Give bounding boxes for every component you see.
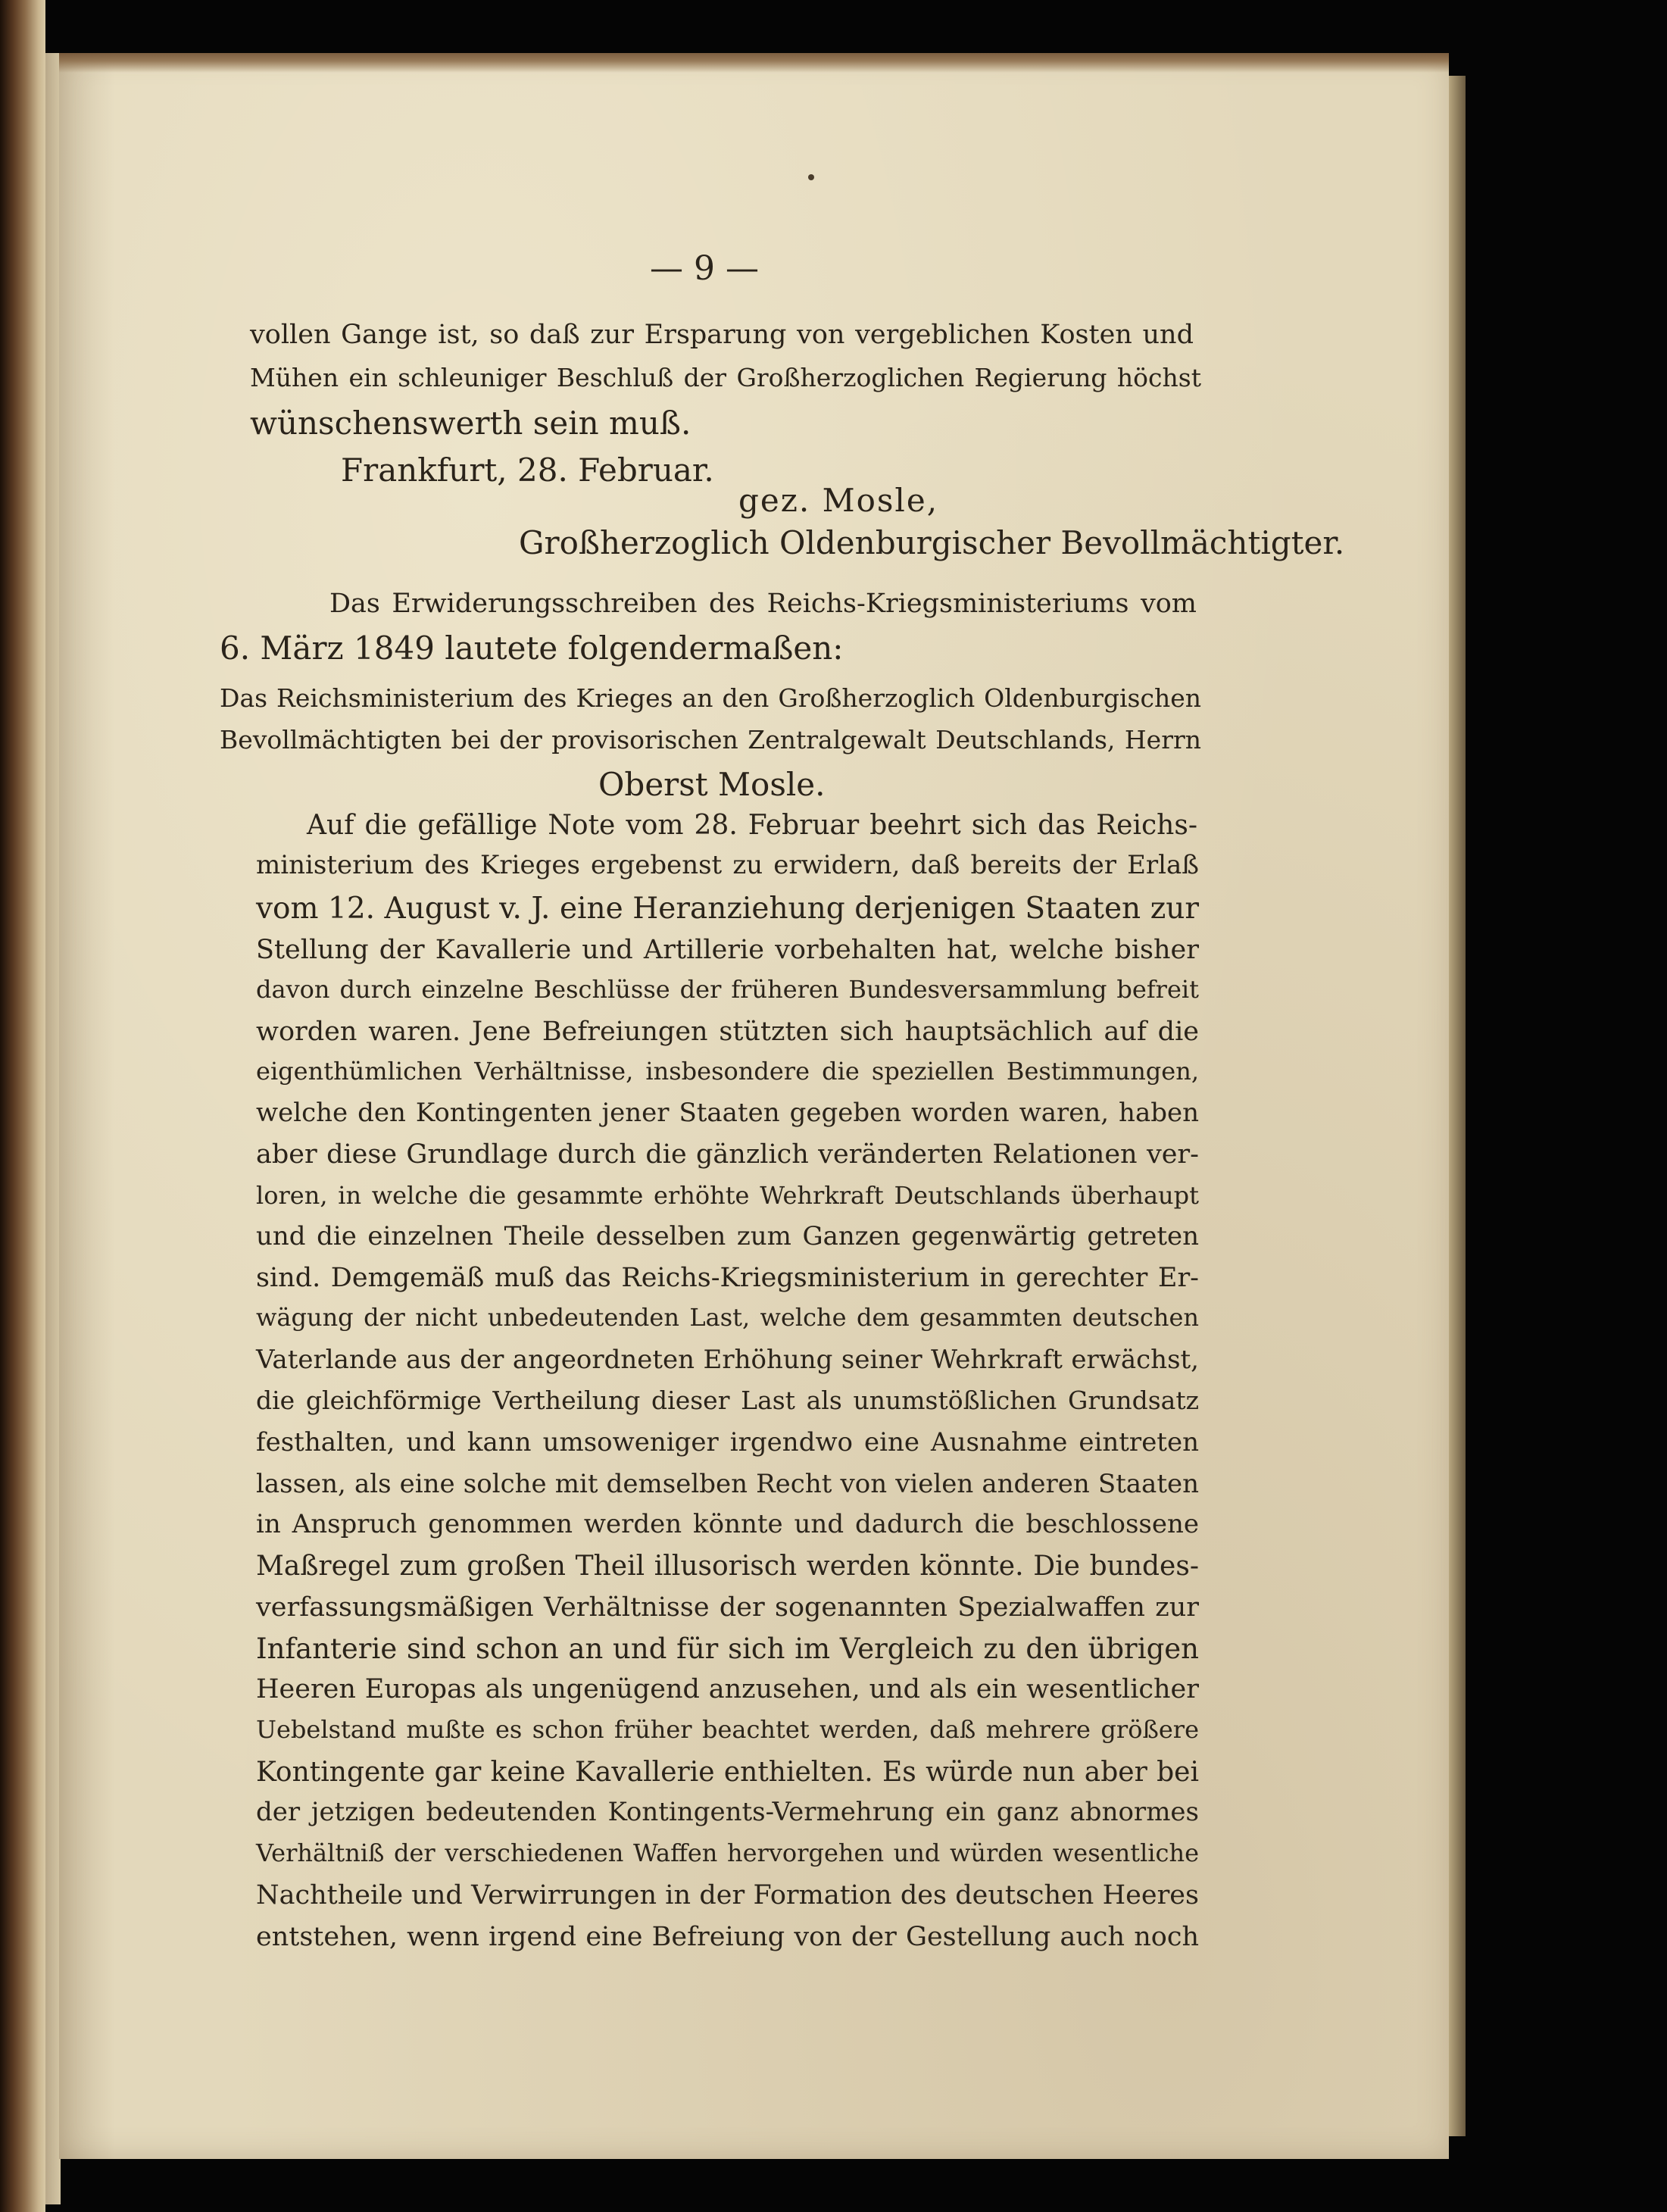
text-line: lassen, als eine solche mit demselben Recht von vielen anderen Staaten bbox=[256, 1469, 1199, 1499]
signature-title: Großherzoglich Oldenburgischer Bevollmächtigter. bbox=[519, 524, 1345, 561]
signature-line: gez. Mosle, bbox=[738, 482, 939, 519]
text-line: loren, in welche die gesammte erhöhte Wehrkraft Deutschlands überhaupt bbox=[256, 1181, 1199, 1210]
text-line: Das Erwiderungsschreiben des Reichs-Kriegsministeriums vom bbox=[329, 589, 1197, 619]
text-line: die gleichförmige Vertheilung dieser Last als unumstößlichen Grundsatz bbox=[256, 1386, 1199, 1415]
letter-heading-line: Das Reichsministerium des Krieges an den Großherzoglich Oldenburgischen bbox=[220, 683, 1201, 713]
letter-heading-line: Oberst Mosle. bbox=[598, 766, 826, 803]
text-line: Uebelstand mußte es schon früher beachtet werden, daß mehrere größere bbox=[256, 1715, 1199, 1744]
text-line: Mühen ein schleuniger Beschluß der Großherzoglichen Regierung höchst bbox=[250, 363, 1201, 392]
text-line: Maßregel zum großen Theil illusorisch werden könnte. Die bundes- bbox=[256, 1551, 1199, 1582]
text-line: Vaterlande aus der angeordneten Erhöhung seiner Wehrkraft erwächst, bbox=[256, 1345, 1199, 1375]
text-line: vollen Gange ist, so daß zur Ersparung von vergeblichen Kosten und bbox=[250, 320, 1194, 350]
page-number: — 9 — bbox=[650, 249, 759, 288]
text-line: festhalten, und kann umsoweniger irgendwo eine Ausnahme eintreten bbox=[256, 1427, 1199, 1457]
text-line: aber diese Grundlage durch die gänzlich veränderten Relationen ver- bbox=[256, 1139, 1199, 1170]
page-top-edge bbox=[59, 53, 1449, 73]
text-line: Verhältniß der verschiedenen Waffen hervorgehen und würden wesentliche bbox=[256, 1839, 1199, 1867]
ink-dot bbox=[808, 174, 814, 180]
book-spine bbox=[0, 0, 45, 2212]
text-line: Nachtheile und Verwirrungen in der Formation des deutschen Heeres bbox=[256, 1880, 1199, 1911]
right-page-edge bbox=[1449, 76, 1466, 2136]
text-line: Auf die gefällige Note vom 28. Februar beehrt sich das Reichs- bbox=[307, 810, 1197, 841]
left-page-edge bbox=[45, 53, 61, 2204]
text-line: wünschenswerth sein muß. bbox=[250, 405, 691, 442]
text-line: entstehen, wenn irgend eine Befreiung von der Gestellung auch noch bbox=[256, 1922, 1199, 1952]
text-line: verfassungsmäßigen Verhältnisse der sogenannten Spezialwaffen zur bbox=[256, 1592, 1199, 1623]
text-line: in Anspruch genommen werden könnte und dadurch die beschlossene bbox=[256, 1509, 1199, 1539]
text-line: welche den Kontingenten jener Staaten gegeben worden waren, haben bbox=[256, 1098, 1199, 1128]
text-line: worden waren. Jene Befreiungen stützten sich hauptsächlich auf die bbox=[256, 1017, 1199, 1047]
text-line: Infanterie sind schon an und für sich im Vergleich zu den übrigen bbox=[256, 1632, 1199, 1665]
text-line: Heeren Europas als ungenügend anzusehen, und als ein wesentlicher bbox=[256, 1674, 1199, 1704]
text-line: sind. Demgemäß muß das Reichs-Kriegsministerium in gerechter Er- bbox=[256, 1263, 1199, 1293]
text-line: wägung der nicht unbedeutenden Last, welche dem gesammten deutschen bbox=[256, 1303, 1199, 1332]
letter-heading-line: Bevollmächtigten bei der provisorischen Zentralgewalt Deutschlands, Herrn bbox=[220, 725, 1201, 755]
text-line: Stellung der Kavallerie und Artillerie vorbehalten hat, welche bisher bbox=[256, 935, 1199, 965]
text-line: vom 12. August v. J. eine Heranziehung derjenigen Staaten zur bbox=[256, 892, 1199, 926]
text-line: der jetzigen bedeutenden Kontingents-Vermehrung ein ganz abnormes bbox=[256, 1797, 1199, 1827]
text-line: davon durch einzelne Beschlüsse der früheren Bundesversammlung befreit bbox=[256, 975, 1199, 1004]
text-line: ministerium des Krieges ergebenst zu erwidern, daß bereits der Erlaß bbox=[256, 850, 1199, 880]
text-line: und die einzelnen Theile desselben zum Ganzen gegenwärtig getreten bbox=[256, 1221, 1199, 1251]
text-line: Kontingente gar keine Kavallerie enthielten. Es würde nun aber bei bbox=[256, 1757, 1199, 1788]
text-line: eigenthümlichen Verhältnisse, insbesondere die speziellen Bestimmungen, bbox=[256, 1057, 1199, 1086]
text-line: 6. März 1849 lautete folgendermaßen: bbox=[220, 630, 844, 667]
dateline: Frankfurt, 28. Februar. bbox=[341, 451, 714, 489]
